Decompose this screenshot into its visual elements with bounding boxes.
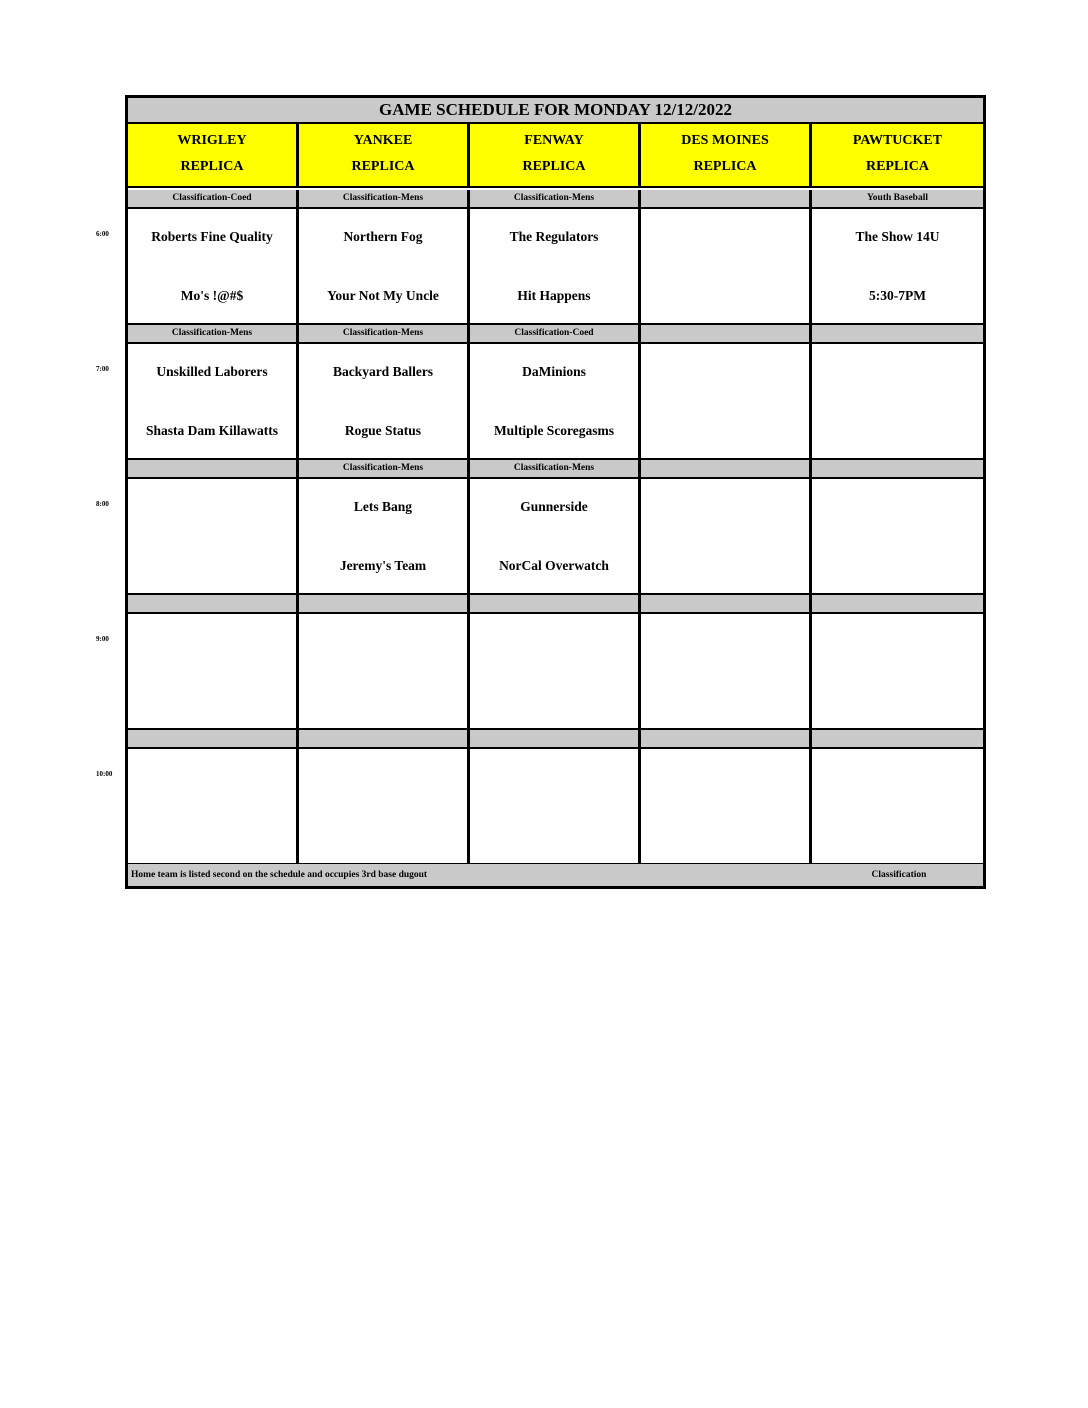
classification-band (812, 325, 983, 344)
game-cell (128, 209, 299, 325)
game-cell (812, 749, 983, 865)
home-team: Shasta Dam Killawatts (145, 423, 278, 438)
schedule-footer (128, 864, 983, 886)
away-team: The Regulators (509, 229, 599, 244)
field-name: WRIGLEY (177, 133, 247, 148)
away-team: Unskilled Laborers (156, 364, 268, 379)
classification-band (128, 460, 299, 479)
classification-band (128, 595, 299, 614)
field-subtitle: REPLICA (522, 159, 586, 174)
time-label: 9:00 (96, 635, 109, 643)
field-header (812, 124, 983, 188)
classification-band (641, 595, 812, 614)
game-cell (812, 344, 983, 460)
game-cell (470, 479, 641, 595)
classification-band: Classification-Mens (299, 190, 470, 209)
time-label: 10:00 (96, 770, 113, 778)
away-team: The Show 14U (855, 229, 940, 244)
classification-band (470, 595, 641, 614)
field-name: FENWAY (524, 133, 584, 148)
classification-band: Classification-Coed (128, 190, 299, 209)
away-team: Northern Fog (343, 229, 423, 244)
field-name: DES MOINES (681, 133, 769, 148)
classification-band (299, 595, 470, 614)
classification-band (812, 730, 983, 749)
field-subtitle: REPLICA (180, 159, 244, 174)
game-cell (641, 209, 812, 325)
field-name: YANKEE (353, 133, 413, 148)
home-team: Jeremy's Team (339, 558, 427, 573)
home-team: Rogue Status (344, 423, 422, 438)
game-cell (128, 479, 299, 595)
game-cell (641, 344, 812, 460)
game-cell (470, 209, 641, 325)
classification-band: Classification-Mens (470, 460, 641, 479)
schedule-title: GAME SCHEDULE FOR MONDAY 12/12/2022 (128, 98, 983, 124)
game-cell (641, 614, 812, 730)
game-cell (128, 344, 299, 460)
game-cell (299, 209, 470, 325)
time-label: 8:00 (96, 500, 109, 508)
home-team: Hit Happens (517, 288, 591, 303)
game-cell (470, 614, 641, 730)
field-name: PAWTUCKET (852, 133, 943, 148)
classification-band: Youth Baseball (812, 190, 983, 209)
game-cell (128, 749, 299, 865)
field-header (299, 124, 470, 188)
classification-band (641, 190, 812, 209)
classification-band: Classification-Coed (470, 325, 641, 344)
field-subtitle: REPLICA (865, 159, 929, 174)
away-team: Gunnerside (520, 499, 588, 514)
away-team: Backyard Ballers (332, 364, 434, 379)
game-cell (470, 749, 641, 865)
classification-band: Classification-Mens (128, 325, 299, 344)
game-cell (812, 614, 983, 730)
field-header (128, 124, 299, 188)
classification-band (812, 460, 983, 479)
classification-band (641, 460, 812, 479)
home-team: 5:30-7PM (869, 288, 926, 303)
classification-band: Classification-Mens (299, 460, 470, 479)
schedule-table (125, 95, 986, 889)
time-label: 6:00 (96, 230, 109, 238)
game-cell (812, 479, 983, 595)
away-team: Roberts Fine Quality (151, 229, 273, 244)
game-cell (299, 749, 470, 865)
away-team: DaMinions (522, 364, 586, 379)
classification-band (128, 730, 299, 749)
home-team: NorCal Overwatch (499, 558, 609, 573)
classification-band (641, 730, 812, 749)
field-header (470, 124, 641, 188)
game-cell (812, 209, 983, 325)
away-team: Lets Bang (353, 499, 413, 514)
game-cell (128, 614, 299, 730)
classification-band: Classification-Mens (470, 190, 641, 209)
field-header (641, 124, 812, 188)
classification-band (812, 595, 983, 614)
game-cell (470, 344, 641, 460)
home-team: Mo's !@#$ (180, 288, 244, 303)
time-label: 7:00 (96, 365, 109, 373)
game-cell (641, 479, 812, 595)
classification-band (299, 730, 470, 749)
home-team: Your Not My Uncle (327, 288, 439, 303)
classification-band: Classification-Mens (299, 325, 470, 344)
classification-band (470, 730, 641, 749)
game-cell (299, 614, 470, 730)
classification-key: Classification (871, 870, 927, 880)
game-cell (299, 344, 470, 460)
game-cell (641, 749, 812, 865)
field-subtitle: REPLICA (351, 159, 415, 174)
home-team-note: Home team is listed second on the schedule and occupies 3rd base dugout (131, 870, 428, 880)
game-cell (299, 479, 470, 595)
home-team: Multiple Scoregasms (493, 423, 615, 438)
field-subtitle: REPLICA (693, 159, 757, 174)
classification-band (641, 325, 812, 344)
